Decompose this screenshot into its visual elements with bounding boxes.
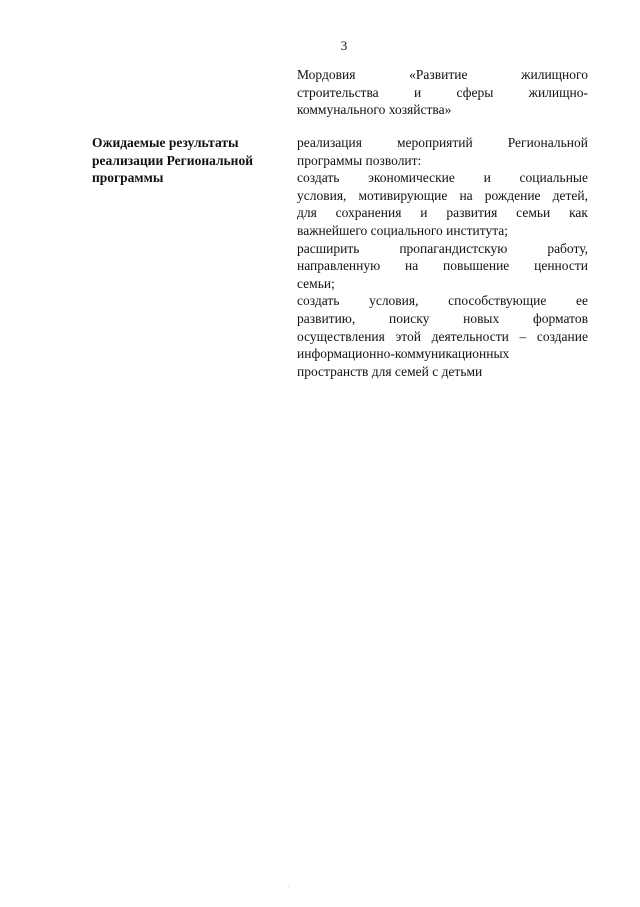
continuation-line: коммунального хозяйства» [297, 102, 452, 118]
results-section-label [92, 134, 282, 187]
paragraph-line: важнейшего социального института; [297, 222, 509, 238]
paragraph-line: реализация мероприятий Региональной [297, 135, 588, 150]
paragraph-line: пространств для семей с детьми [297, 363, 483, 379]
paragraph-line: семьи; [297, 275, 335, 291]
results-paragraph-intro [297, 134, 588, 169]
continuation-line: Мордовия «Развитие жилищного [297, 67, 588, 82]
footer-mark: . [288, 883, 290, 889]
results-paragraph-conditions [297, 169, 588, 239]
label-line: реализации Региональной [92, 152, 253, 168]
results-paragraph-propaganda [297, 240, 588, 293]
paragraph-line: расширить пропагандистскую работу, [297, 240, 588, 256]
paragraph-line: информационно-коммуникационных [297, 346, 510, 362]
paragraph-line: осуществления этой деятельности – создание [297, 328, 588, 344]
paragraph-line: программы позволит: [297, 152, 422, 168]
label-line: Ожидаемые результаты [92, 135, 239, 150]
paragraph-line: условия, мотивирующие на рождение детей, [297, 187, 588, 203]
continuation-line: строительства и сферы жилищно- [297, 84, 588, 100]
results-section-body [297, 134, 588, 380]
page-number: 3 [340, 38, 348, 53]
paragraph-line: создать экономические и социальные [297, 170, 588, 186]
label-line: программы [92, 170, 164, 186]
paragraph-line: направленную на повышение ценности [297, 258, 588, 274]
results-paragraph-development [297, 292, 588, 380]
continuation-text [297, 66, 588, 119]
paragraph-line: создать условия, способствующие ее [297, 293, 588, 309]
paragraph-line: для сохранения и развития семьи как [297, 205, 588, 221]
paragraph-line: развитию, поиску новых форматов [297, 310, 588, 326]
